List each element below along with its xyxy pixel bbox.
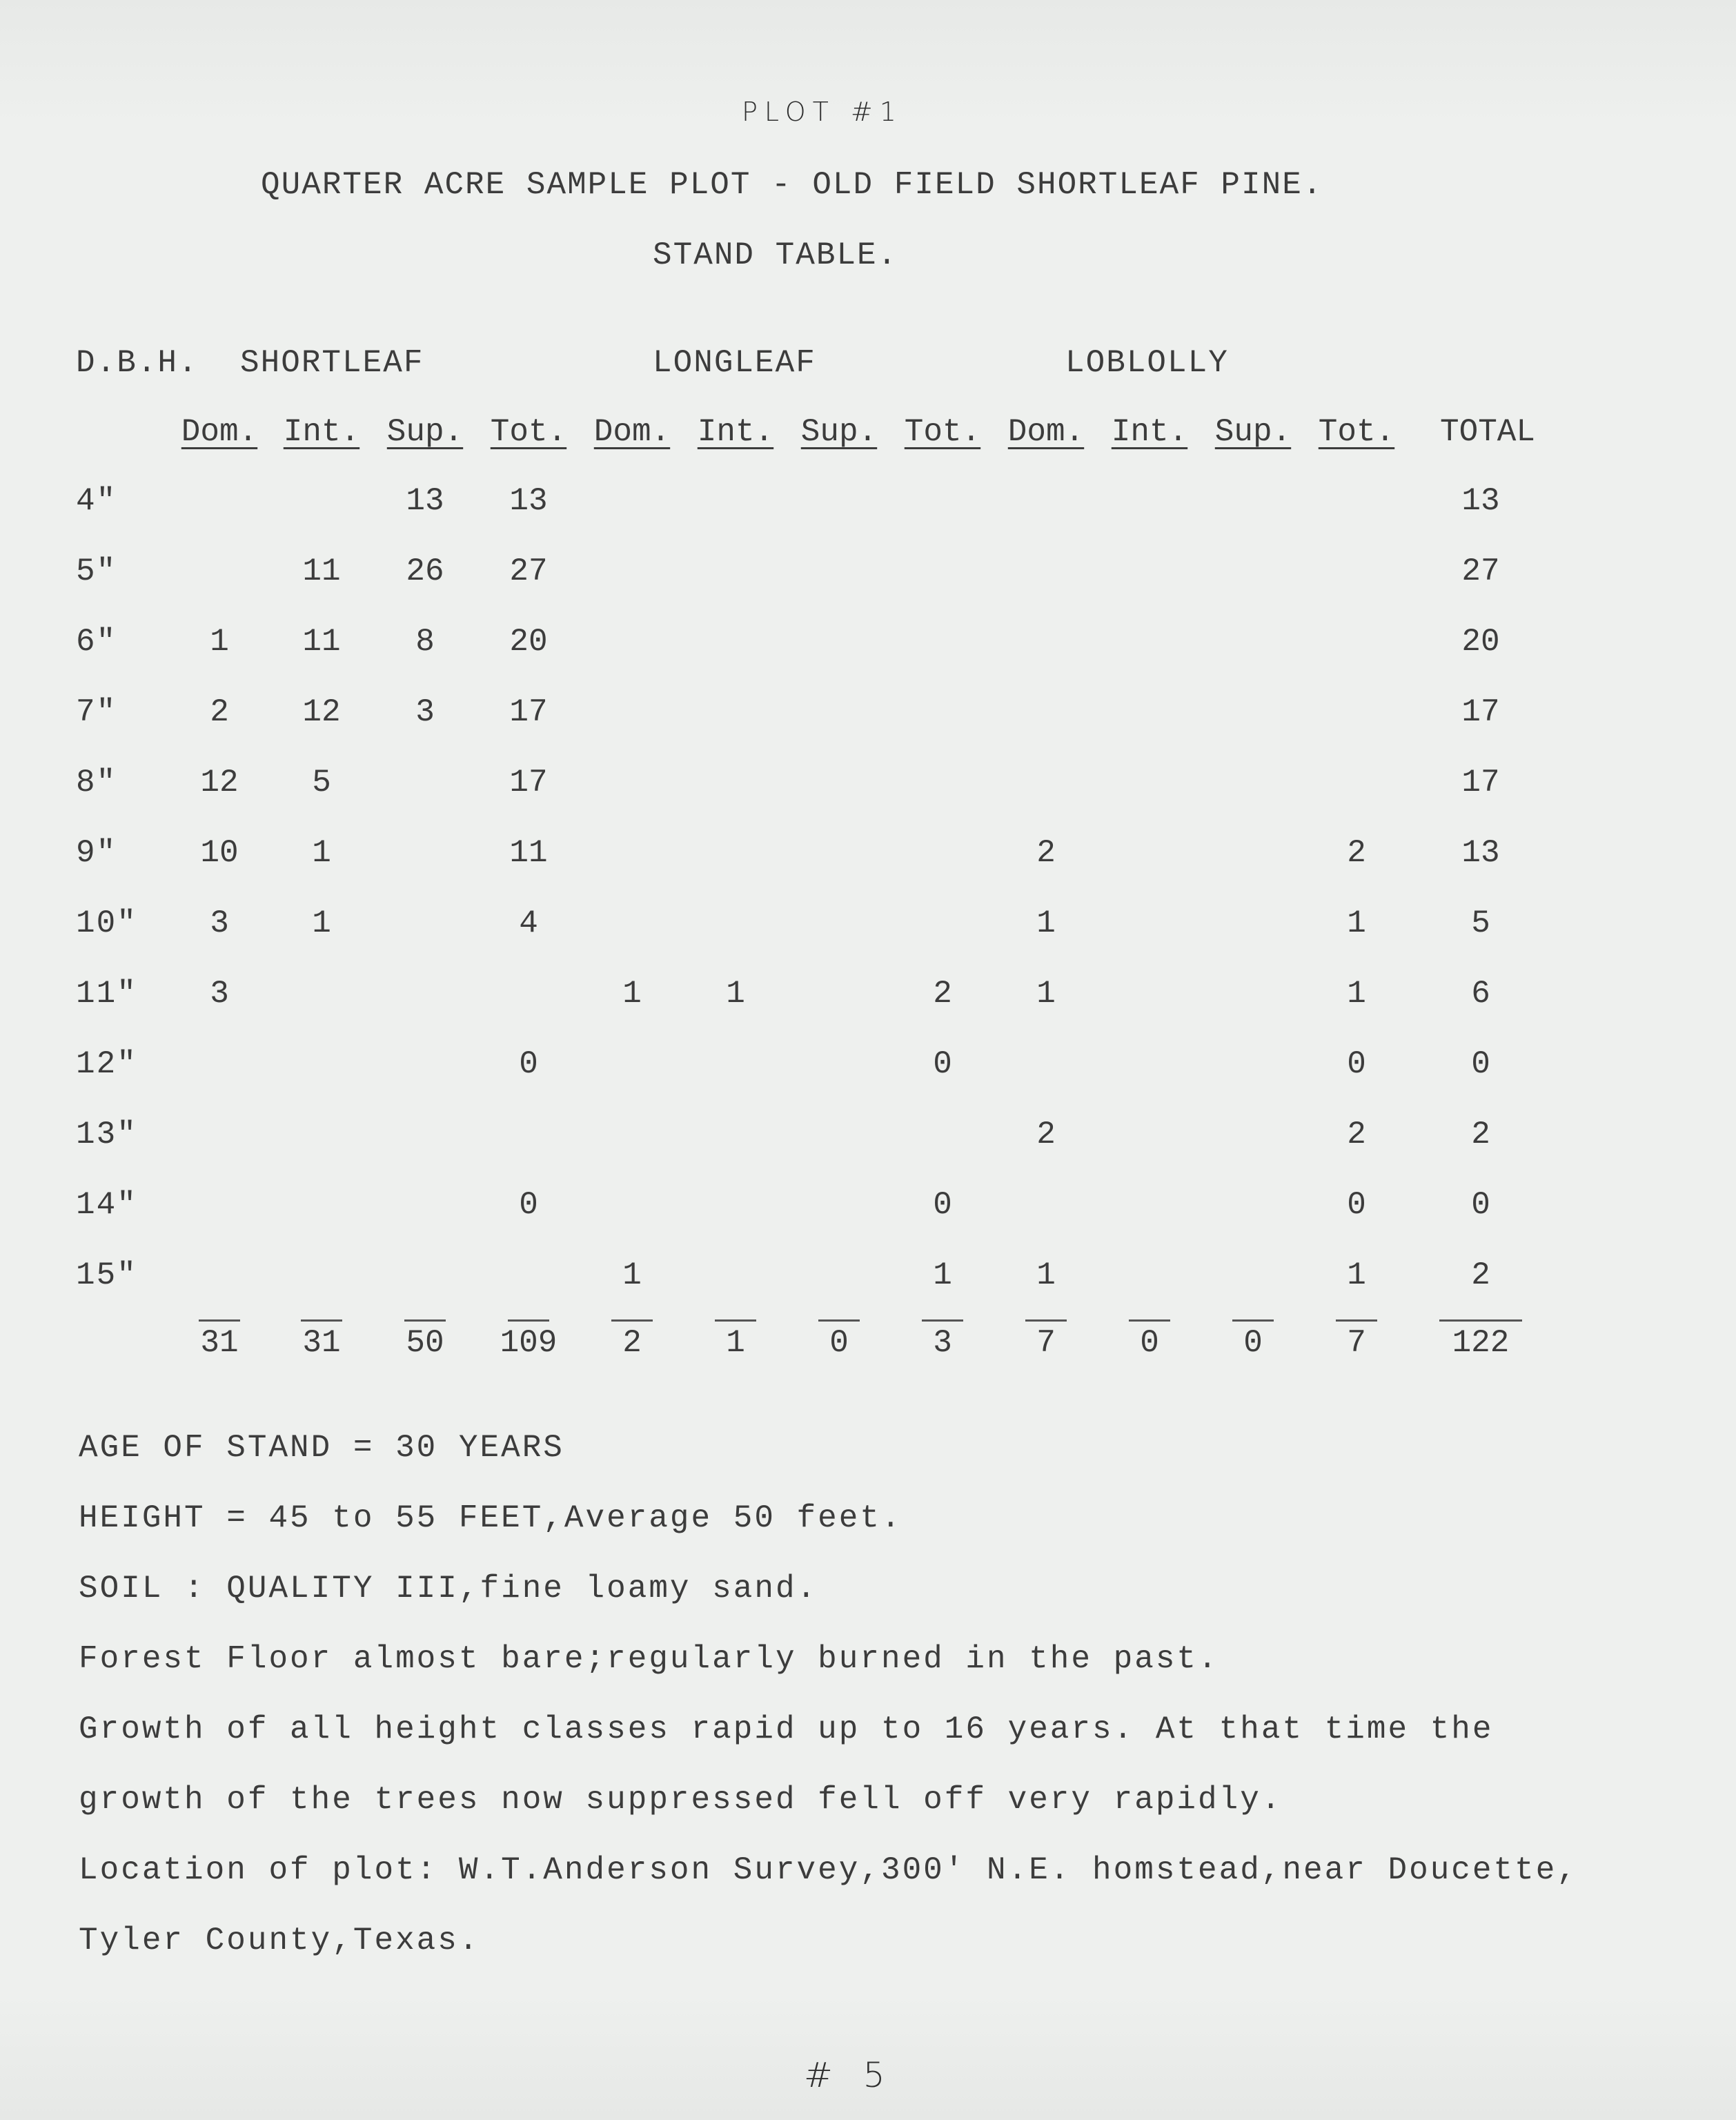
table-cell: 20 (509, 624, 548, 660)
table-cell: 1 (1036, 1257, 1056, 1293)
table-cell: 11 (509, 835, 548, 871)
sum-rule (508, 1319, 549, 1322)
subheader-longleaf-dom: Dom. (593, 414, 671, 450)
row-total: 13 (1461, 835, 1500, 871)
column-total: 0 (1140, 1325, 1159, 1361)
table-cell: 12 (200, 765, 239, 801)
table-cell: 26 (406, 553, 444, 589)
row-total: 2 (1471, 1117, 1490, 1152)
column-total: 2 (622, 1325, 642, 1361)
sum-rule (1232, 1319, 1274, 1322)
note-line: Tyler County,Texas. (79, 1923, 480, 1959)
table-cell: 11 (302, 624, 341, 660)
row-total: 20 (1461, 624, 1500, 660)
sum-rule (1439, 1319, 1522, 1322)
subheader-shortleaf-sup: Sup. (386, 414, 464, 450)
table-cell: 2 (210, 694, 229, 730)
table-cell: 1 (1347, 905, 1366, 941)
table-cell: 27 (509, 553, 548, 589)
table-cell: 8 (415, 624, 435, 660)
table-cell: 2 (1036, 1117, 1056, 1152)
row-dbh: 13" (76, 1117, 137, 1152)
column-total: 31 (302, 1325, 341, 1361)
sum-rule (1336, 1319, 1377, 1322)
row-dbh: 8" (76, 765, 117, 801)
sum-rule (715, 1319, 756, 1322)
row-dbh: 4" (76, 483, 117, 519)
table-cell: 1 (312, 835, 331, 871)
table-cell: 4 (519, 905, 538, 941)
subheader-shortleaf-tot: Tot. (490, 414, 567, 450)
row-total: 13 (1461, 483, 1500, 519)
sum-rule (1129, 1319, 1170, 1322)
note-line: Forest Floor almost bare;regularly burned in the past. (79, 1641, 1219, 1677)
row-dbh: 6" (76, 624, 117, 660)
table-cell: 0 (933, 1046, 952, 1082)
sum-rule (301, 1319, 342, 1322)
row-dbh: 14" (76, 1187, 137, 1223)
row-total: 2 (1471, 1257, 1490, 1293)
sum-rule (611, 1319, 653, 1322)
row-dbh: 12" (76, 1046, 137, 1082)
row-dbh: 9" (76, 835, 117, 871)
table-cell: 3 (415, 694, 435, 730)
table-cell: 1 (1347, 976, 1366, 1012)
column-total: 0 (829, 1325, 849, 1361)
subheader-longleaf-tot: Tot. (904, 414, 981, 450)
row-dbh: 10" (76, 905, 137, 941)
note-line: SOIL : QUALITY III,fine loamy sand. (79, 1571, 818, 1607)
document-subtitle: STAND TABLE. (653, 237, 898, 273)
subheader-longleaf-int: Int. (697, 414, 774, 450)
group-header-loblolly: LOBLOLLY (1065, 345, 1229, 381)
row-total: 27 (1461, 553, 1500, 589)
table-cell: 0 (933, 1187, 952, 1223)
page-number: # 5 (804, 2055, 895, 2095)
table-cell: 13 (509, 483, 548, 519)
row-total: 6 (1471, 976, 1490, 1012)
column-total: 7 (1036, 1325, 1056, 1361)
grand-total: 122 (1452, 1325, 1510, 1361)
table-cell: 3 (210, 976, 229, 1012)
column-total: 0 (1243, 1325, 1263, 1361)
note-line: AGE OF STAND = 30 YEARS (79, 1430, 564, 1466)
subheader-loblolly-int: Int. (1111, 414, 1188, 450)
table-cell: 1 (622, 976, 642, 1012)
document-title: QUARTER ACRE SAMPLE PLOT - OLD FIELD SHORTLEAF PINE. (261, 167, 1323, 203)
table-cell: 17 (509, 765, 548, 801)
subheader-loblolly-dom: Dom. (1007, 414, 1085, 450)
column-total: 3 (933, 1325, 952, 1361)
sum-rule (818, 1319, 860, 1322)
sum-rule (404, 1319, 446, 1322)
row-dbh: 5" (76, 553, 117, 589)
table-cell: 1 (933, 1257, 952, 1293)
group-header-longleaf: LONGLEAF (653, 345, 816, 381)
sum-rule (199, 1319, 240, 1322)
row-total: 17 (1461, 694, 1500, 730)
plot-label: PLOT #1 (742, 97, 903, 127)
table-cell: 12 (302, 694, 341, 730)
subheader-longleaf-sup: Sup. (800, 414, 878, 450)
subheader-total: TOTAL (1439, 414, 1536, 450)
column-total: 109 (500, 1325, 558, 1361)
row-total: 5 (1471, 905, 1490, 941)
table-cell: 1 (1036, 976, 1056, 1012)
table-cell: 10 (200, 835, 239, 871)
table-cell: 1 (1347, 1257, 1366, 1293)
table-cell: 1 (622, 1257, 642, 1293)
subheader-shortleaf-dom: Dom. (181, 414, 258, 450)
table-cell: 1 (210, 624, 229, 660)
table-cell: 2 (1347, 1117, 1366, 1152)
table-cell: 2 (1036, 835, 1056, 871)
column-total: 1 (726, 1325, 745, 1361)
table-cell: 0 (1347, 1046, 1366, 1082)
table-cell: 5 (312, 765, 331, 801)
column-total: 31 (200, 1325, 239, 1361)
table-cell: 0 (519, 1187, 538, 1223)
note-line: growth of the trees now suppressed fell off very rapidly. (79, 1782, 1283, 1818)
table-cell: 3 (210, 905, 229, 941)
table-cell: 1 (1036, 905, 1056, 941)
sum-rule (922, 1319, 963, 1322)
note-line: Location of plot: W.T.Anderson Survey,300' N.E. homstead,near Doucette, (79, 1852, 1578, 1888)
column-total: 7 (1347, 1325, 1366, 1361)
row-dbh: 11" (76, 976, 137, 1012)
note-line: Growth of all height classes rapid up to 16 years. At that time the (79, 1711, 1494, 1747)
column-total: 50 (406, 1325, 444, 1361)
row-dbh: 7" (76, 694, 117, 730)
table-cell: 17 (509, 694, 548, 730)
table-cell: 0 (519, 1046, 538, 1082)
subheader-shortleaf-int: Int. (283, 414, 360, 450)
table-cell: 11 (302, 553, 341, 589)
note-line: HEIGHT = 45 to 55 FEET,Average 50 feet. (79, 1500, 902, 1536)
table-cell: 13 (406, 483, 444, 519)
row-total: 0 (1471, 1046, 1490, 1082)
table-cell: 0 (1347, 1187, 1366, 1223)
row-total: 0 (1471, 1187, 1490, 1223)
subheader-loblolly-tot: Tot. (1318, 414, 1395, 450)
table-cell: 1 (312, 905, 331, 941)
dbh-header: D.B.H. (76, 345, 199, 381)
row-total: 17 (1461, 765, 1500, 801)
table-cell: 2 (1347, 835, 1366, 871)
sum-rule (1025, 1319, 1067, 1322)
table-cell: 1 (726, 976, 745, 1012)
row-dbh: 15" (76, 1257, 137, 1293)
group-header-shortleaf: SHORTLEAF (240, 345, 424, 381)
subheader-loblolly-sup: Sup. (1214, 414, 1292, 450)
table-cell: 2 (933, 976, 952, 1012)
